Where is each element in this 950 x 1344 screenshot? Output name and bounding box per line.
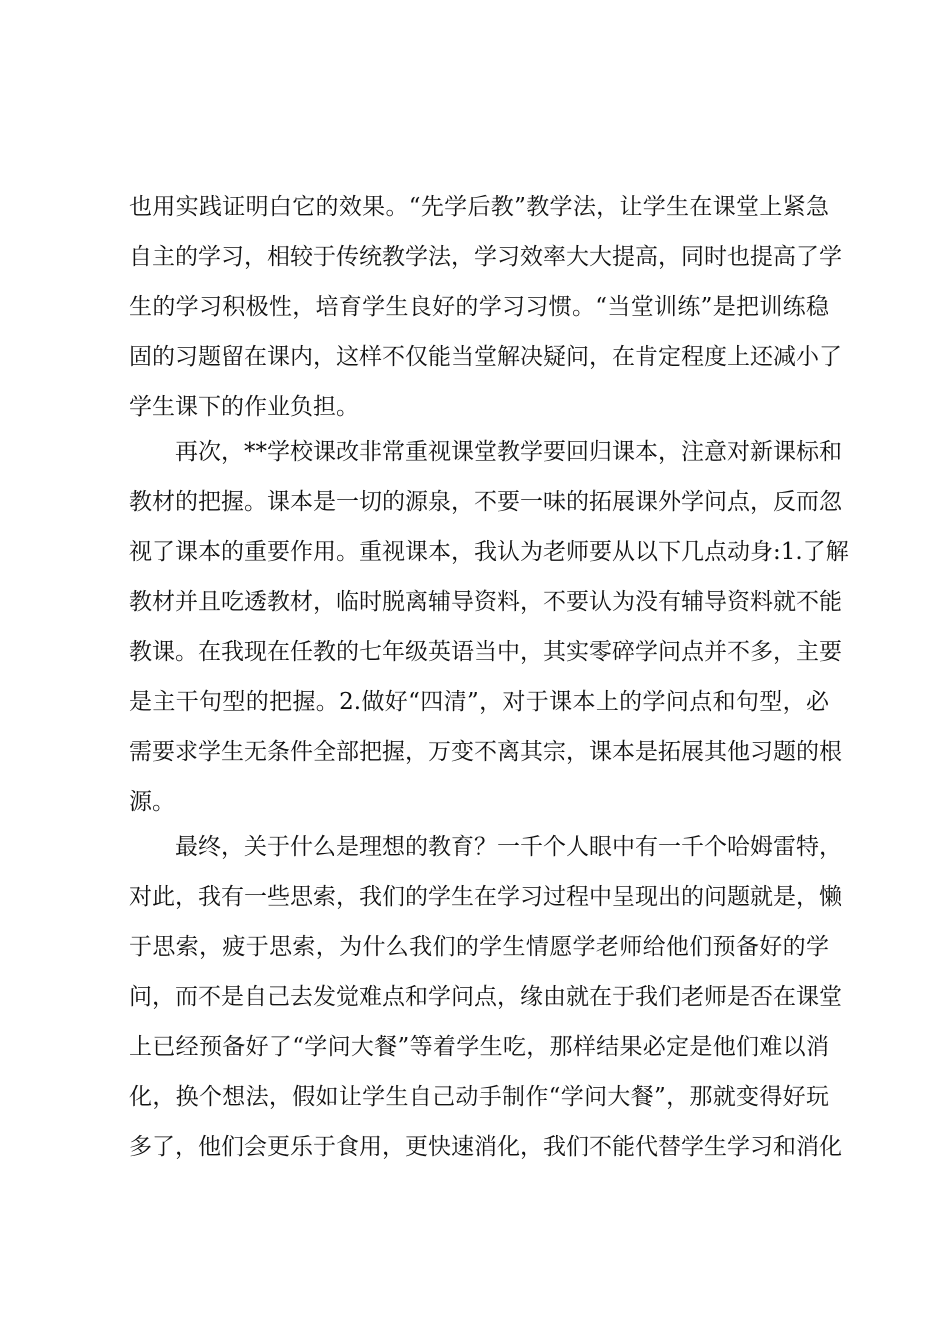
paragraph-textbook: [129, 427, 849, 827]
text-line: 是主干句型的把握。2.做好“四清”，对于课本上的学问点和句型，必: [129, 689, 829, 715]
text-line: 最终，关于什么是理想的教育？一千个人眼中有一千个哈姆雷特，: [175, 834, 842, 860]
text-line: 源。: [129, 789, 175, 815]
text-line: 教课。在我现在任教的七年级英语当中，其实零碎学问点并不多，主要: [129, 639, 842, 665]
text-line: 也用实践证明白它的效果。“先学后教”教学法，让学生在课堂上紧急: [129, 194, 829, 220]
text-line: 生的学习积极性，培育学生良好的学习习惯。“当堂训练”是把训练稳: [129, 294, 829, 320]
text-line: 教材的把握。课本是一切的源泉，不要一味的拓展课外学问点，反而忽: [129, 489, 842, 515]
text-line: 教材并且吃透教材，临时脱离辅导资料，不要认为没有辅导资料就不能: [129, 589, 842, 615]
text-line: 自主的学习，相较于传统教学法，学习效率大大提高，同时也提高了学: [129, 244, 842, 270]
text-line: 问，而不是自己去发觉难点和学问点，缘由就在于我们老师是否在课堂: [129, 984, 842, 1010]
text-line: 固的习题留在课内，这样不仅能当堂解决疑问，在肯定程度上还减小了: [129, 344, 842, 370]
text-line: 上已经预备好了“学问大餐”等着学生吃，那样结果必定是他们难以消: [129, 1034, 829, 1060]
paragraph-continuation: [129, 182, 842, 432]
text-line: 学生课下的作业负担。: [129, 394, 359, 420]
text-line: 再次，**学校课改非常重视课堂教学要回归课本，注意对新课标和: [175, 439, 842, 465]
text-line: 多了，他们会更乐于食用，更快速消化，我们不能代替学生学习和消化: [129, 1134, 842, 1160]
text-line: 化，换个想法，假如让学生自己动手制作“学问大餐”，那就变得好玩: [129, 1084, 829, 1110]
text-line: 对此，我有一些思索，我们的学生在学习过程中呈现出的问题就是，懒: [129, 884, 842, 910]
text-line: 需要求学生无条件全部把握，万变不离其宗，课本是拓展其他习题的根: [129, 739, 842, 765]
text-line: 于思索，疲于思索，为什么我们的学生情愿学老师给他们预备好的学: [129, 934, 829, 960]
paragraph-ideal-education: [129, 822, 842, 1172]
text-line: 视了课本的重要作用。重视课本，我认为老师要从以下几点动身:1.了解: [129, 539, 849, 565]
